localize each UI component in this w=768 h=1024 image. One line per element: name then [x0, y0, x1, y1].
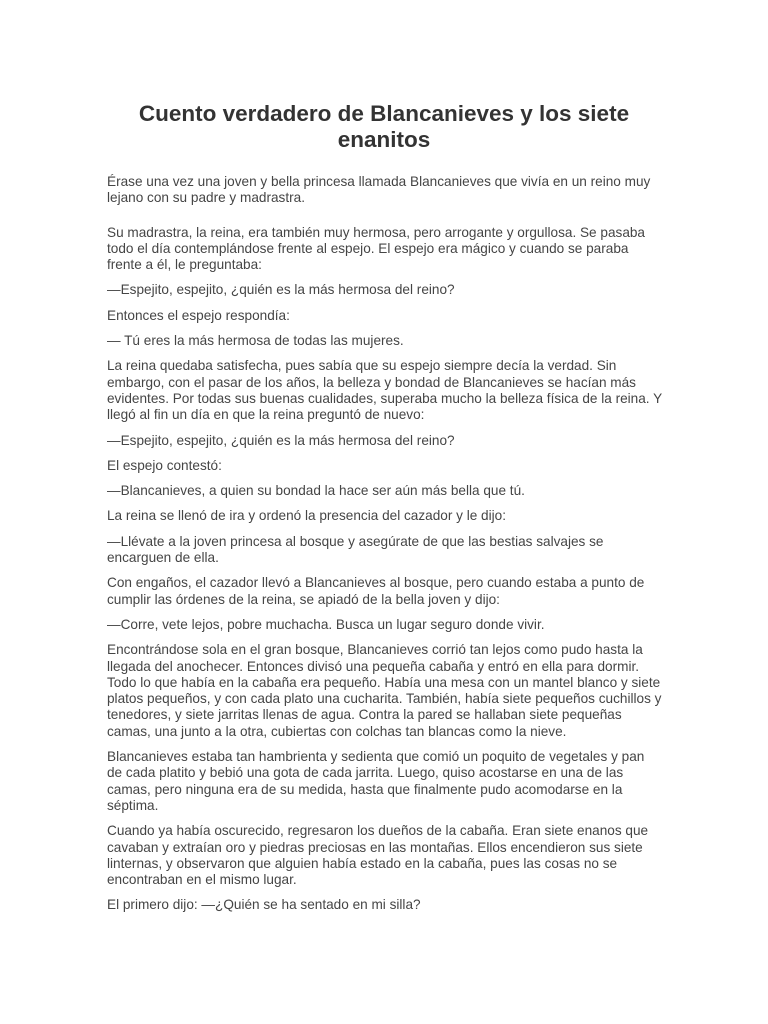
paragraph: Con engaños, el cazador llevó a Blancanieves al bosque, pero cuando estaba a punto de cumplir las órdenes de la reina, se apiadó de la bella joven y dijo:	[107, 575, 645, 607]
paragraph: — Tú eres la más hermosa de todas las mujeres.	[107, 333, 404, 349]
paragraph: Cuando ya había oscurecido, regresaron los dueños de la cabaña. Eran siete enanos que cavaban y extraían oro y piedras preciosas en las montañas. Ellos encendieron sus siete linternas, y observaron que alguien había estado en la cabaña, pues las cosas no se encontraban en el mismo lugar.	[107, 823, 649, 888]
document-title: Cuento verdadero de Blancanieves y los siete enanitos	[138, 101, 630, 152]
paragraph: Entonces el espejo respondía:	[107, 307, 290, 323]
paragraph: —Blancanieves, a quien su bondad la hace ser aún más bella que tú.	[107, 483, 525, 499]
paragraph: El espejo contestó:	[107, 457, 222, 473]
paragraph: Su madrastra, la reina, era también muy hermosa, pero arrogante y orgullosa. Se pasaba todo el día contemplándose frente al espejo. El espejo era mágico y cuando se paraba frente a él, le preguntaba:	[107, 224, 645, 273]
paragraph: Blancanieves estaba tan hambrienta y sedienta que comió un poquito de vegetales y pan de cada platito y bebió una gota de cada jarrita. Luego, quiso acostarse en una de las camas, pero ninguna era de su medida, hasta que finalmente pudo acomodarse en la séptima.	[107, 749, 645, 813]
paragraph: La reina se llenó de ira y ordenó la presencia del cazador y le dijo:	[107, 508, 506, 524]
paragraph: El primero dijo: —¿Quién se ha sentado en mi silla?	[107, 897, 421, 913]
paragraph: —Espejito, espejito, ¿quién es la más hermosa del reino?	[107, 432, 455, 448]
paragraph: La reina quedaba satisfecha, pues sabía que su espejo siempre decía la verdad. Sin embargo, con el pasar de los años, la belleza y bondad de Blancanieves se hacían más evidentes. Por todas sus buenas cualidades, superaba mucho la belleza física de la reina. Y llegó al fin un día en que la reina preguntó de nuevo:	[107, 358, 662, 423]
paragraph: —Corre, vete lejos, pobre muchacha. Busca un lugar seguro donde vivir.	[107, 616, 545, 632]
paragraph: —Llévate a la joven princesa al bosque y asegúrate de que las bestias salvajes se encarguen de ella.	[107, 533, 604, 566]
paragraph: —Espejito, espejito, ¿quién es la más hermosa del reino?	[107, 282, 455, 298]
story-body	[107, 174, 663, 923]
paragraph: Encontrándose sola en el gran bosque, Blancanieves corrió tan lejos como pudo hasta la llegada del anochecer. Entonces divisó una pequeña cabaña y entró en ella para dormir. Todo lo que había en la cabaña era pequeño. Había una mesa con un mantel blanco y siete platos pequeños, y con cada plato una cucharita. También, había siete pequeños cuchillos y tenedores, y siete jarritas llenas de agua. Contra la pared se hallaban siete pequeñas camas, una junto a la otra, cubiertas con colchas tan blancas como la nieve.	[107, 642, 662, 739]
paragraph: Érase una vez una joven y bella princesa llamada Blancanieves que vivía en un reino muy lejano con su padre y madrastra.	[107, 174, 651, 206]
